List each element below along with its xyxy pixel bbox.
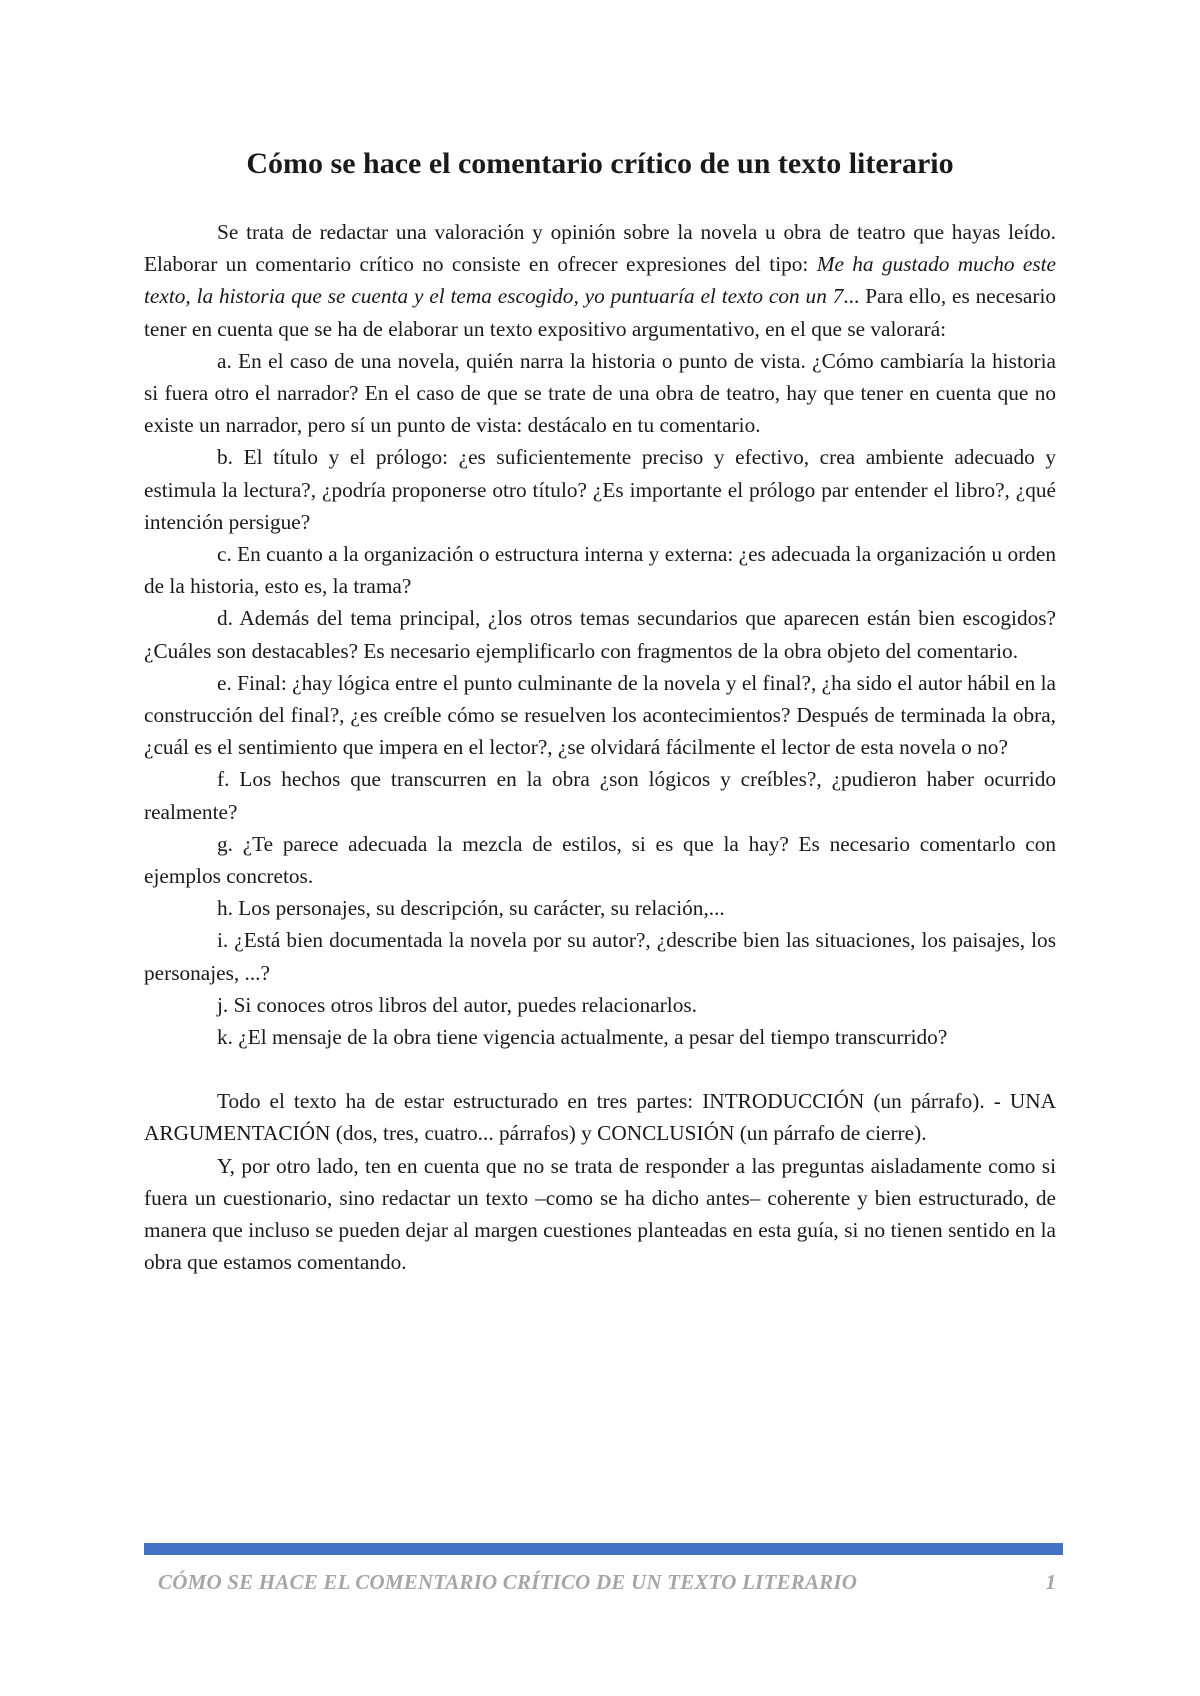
intro-text-before: Se trata de redactar una valoración y opinión sobre la novela u obra de teatro que hayas leído. Elaborar un comentario crítico no consiste en ofrecer expresiones del tipo: (144, 220, 1056, 277)
document-title: Cómo se hace el comentario crítico de un texto literario (246, 147, 954, 180)
list-item-h: h. Los personajes, su descripción, su carácter, su relación,... (217, 896, 725, 921)
list-item-j: j. Si conoces otros libros del autor, puedes relacionarlos. (217, 992, 697, 1017)
list-item-d: d. Además del tema principal, ¿los otros temas secundarios que aparecen están bien escogidos? ¿Cuáles son destacables? Es necesario ejemplificarlo con fragmentos de la obra objeto del comentario. (144, 606, 1056, 663)
intro-paragraph (144, 216, 1056, 345)
structure-paragraph: Todo el texto ha de estar estructurado en tres partes: INTRODUCCIÓN (un párrafo). - UNA ARGUMENTACIÓN (dos, tres, cuatro... párrafos) y CONCLUSIÓN (un párrafo de cierre). (144, 1089, 1056, 1146)
closing-paragraph: Y, por otro lado, ten en cuenta que no se trata de responder a las preguntas aisladamente como si fuera un cuestionario, sino redactar un texto –como se ha dicho antes– coherente y bien estructurado, de manera que incluso se pueden dejar al margen cuestiones planteadas en esta guía, si no tienen sentido en la obra que estamos comentando. (144, 1153, 1056, 1275)
list-item-e: e. Final: ¿hay lógica entre el punto culminante de la novela y el final?, ¿ha sido el autor hábil en la construcción del final?, ¿es creíble cómo se resuelven los acontecimientos? Después de terminada la obra, ¿cuál es el sentimiento que impera en el lector?, ¿se olvidará fácilmente el lector de esta novela o no? (144, 670, 1056, 760)
document-body (144, 216, 1056, 1279)
footer-rule (144, 1543, 1063, 1555)
intro-text-after: ... Para ello, es necesario tener en cuenta que se ha de elaborar un texto expositivo argumentativo, en el que se valorará: (144, 284, 1057, 341)
list-item-g: g. ¿Te parece adecuada la mezcla de estilos, si es que la hay? Es necesario comentarlo con ejemplos concretos. (144, 831, 1056, 889)
list-item-a: a. En el caso de una novela, quién narra la historia o punto de vista. ¿Cómo cambiaría la historia si fuera otro el narrador? En el caso de que se trate de una obra de teatro, hay que tener en cuenta que no existe un narrador, pero sí un punto de vista: destácalo en tu comentario. (144, 348, 1056, 438)
list-item-k: k. ¿El mensaje de la obra tiene vigencia actualmente, a pesar del tiempo transcurrido? (217, 1025, 948, 1050)
list-item-b: b. El título y el prólogo: ¿es suficientemente preciso y efectivo, crea ambiente adecuado y estimula la lectura?, ¿podría proponerse otro título? ¿Es importante el prólogo par entender el libro?, ¿qué intención persigue? (144, 445, 1056, 534)
list-item-f: f. Los hechos que transcurren en la obra ¿son lógicos y creíbles?, ¿pudieron haber ocurrido realmente? (144, 767, 1056, 824)
footer-running-title: CÓMO SE HACE EL COMENTARIO CRÍTICO DE UN TEXTO LITERARIO (158, 1570, 858, 1594)
page-number: 1 (1045, 1570, 1056, 1594)
intro-italic-example: Me ha gustado mucho este texto, la historia que se cuenta y el tema escogido, yo puntuaría el texto con un 7 (144, 252, 1057, 309)
list-item-c: c. En cuanto a la organización o estructura interna y externa: ¿es adecuada la organización u orden de la historia, esto es, la trama? (144, 542, 1056, 599)
list-item-i: i. ¿Está bien documentada la novela por su autor?, ¿describe bien las situaciones, los paisajes, los personajes, ...? (144, 928, 1056, 985)
